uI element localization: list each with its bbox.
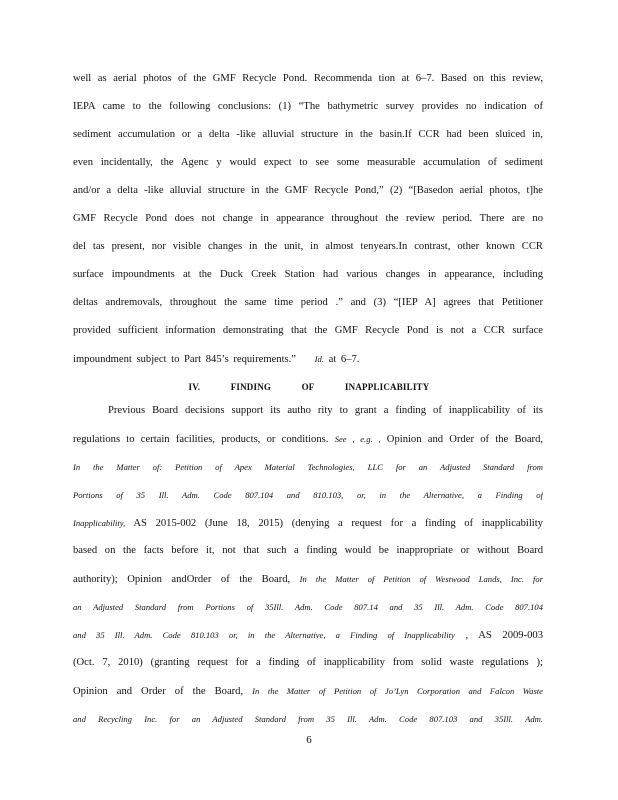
citation-pages: at 6–7. — [328, 354, 360, 365]
body-text-line: based on the facts before it, not that such a finding would be inappropriate or without Board — [73, 545, 543, 556]
body-text-line: GMF Recycle Pond does not change in appearance throughout the review period. There are no — [73, 213, 543, 224]
case-title: Inapplicability, — [73, 518, 126, 528]
body-text-line: IEPA came to the following conclusions: (1) “The bathymetric survey provides no indication of — [73, 101, 543, 112]
body-text-span: Opinion and Order of the Board, — [386, 434, 543, 445]
body-text-line: well as aerial photos of the GMF Recycle Pond. Recommenda tion at 6–7. Based on this review, — [73, 73, 543, 84]
body-text-line-italic — [73, 460, 543, 474]
citation-id: Id. — [314, 354, 324, 364]
body-text-line: even incidentally, the Agenc y would expect to see some measurable accumulation of sediment — [73, 157, 543, 168]
body-text-line-italic — [73, 712, 543, 726]
body-text-line: deltas andremovals, throughout the same time period .” and (3) “[IEP A] agrees that Petitioner — [73, 297, 543, 308]
heading-word: INAPPLICABILITY — [344, 382, 430, 392]
body-text-span: Opinion and Order of the Board, — [73, 686, 244, 697]
body-text-line — [73, 572, 543, 586]
case-title: Portions of 35 Ill. Adm. Code 807.104 and 810.103, or, in the Alternative, a Finding of — [73, 490, 543, 500]
body-text-span: regulations to certain facilities, products, or conditions. — [73, 434, 329, 445]
quote-end-text: impoundment subject to Part 845’s requirements.” — [73, 354, 297, 365]
body-text-line: sediment accumulation or a delta -like alluvial structure in the basin.If CCR had been sluiced in, — [73, 129, 543, 140]
body-text-line: del tas present, nor visible changes in the unit, in almost tenyears.In contrast, other known CCR — [73, 241, 543, 252]
page-number: 6 — [306, 734, 312, 746]
body-text-span: authority); Opinion andOrder of the Board, — [73, 574, 291, 585]
body-text-span: AS 2015-002 (June 18, 2015) (denying a request for a finding of inapplicability — [133, 518, 543, 529]
body-text-line — [73, 516, 543, 530]
body-text-line: (Oct. 7, 2010) (granting request for a finding of inapplicability from solid waste regulations ); — [73, 657, 543, 668]
case-title: In the Matter of Petition of Jo’Lyn Corporation and Falcon Waste — [252, 686, 543, 696]
case-title: and 35 Ill. Adm. Code 810.103 or, in the Alternative, a Finding of Inapplicability — [73, 630, 455, 640]
body-text-line: provided sufficient information demonstrating that the GMF Recycle Pond is not a CCR surface — [73, 325, 543, 336]
heading-word: OF — [301, 382, 315, 392]
body-text-line — [73, 684, 543, 698]
section-number: IV. — [188, 382, 201, 392]
docket-number: , AS 2009-003 — [465, 630, 543, 641]
body-text-line — [73, 432, 543, 446]
signal-see: See , e.g. , — [334, 434, 381, 444]
body-text-line — [73, 628, 543, 642]
case-title: In the Matter of: Petition of Apex Material Technologies, LLC for an Adjusted Standard from — [73, 462, 543, 472]
body-text-line: surface impoundments at the Duck Creek Station had various changes in appearance, including — [73, 269, 543, 280]
body-text-line-italic — [73, 488, 543, 502]
case-title: and Recycling Inc. for an Adjusted Standard from 35 Ill. Adm. Code 807.103 and 35Ill. Adm. — [73, 714, 543, 724]
section-heading — [0, 380, 618, 394]
body-text-line: Previous Board decisions support its autho rity to grant a finding of inapplicability of its — [108, 405, 543, 416]
case-title: an Adjusted Standard from Portions of 35Ill. Adm. Code 807.14 and 35 Ill. Adm. Code 807.104 — [73, 602, 543, 612]
body-text-line: and/or a delta -like alluvial structure in the GMF Recycle Pond,” (2) “[Basedon aerial photos, t]he — [73, 185, 543, 196]
body-text-line-italic — [73, 600, 543, 614]
case-title: In the Matter of Petition of Westwood Lands, Inc. for — [299, 574, 543, 584]
heading-word: FINDING — [230, 382, 272, 392]
body-text-line — [73, 352, 543, 366]
